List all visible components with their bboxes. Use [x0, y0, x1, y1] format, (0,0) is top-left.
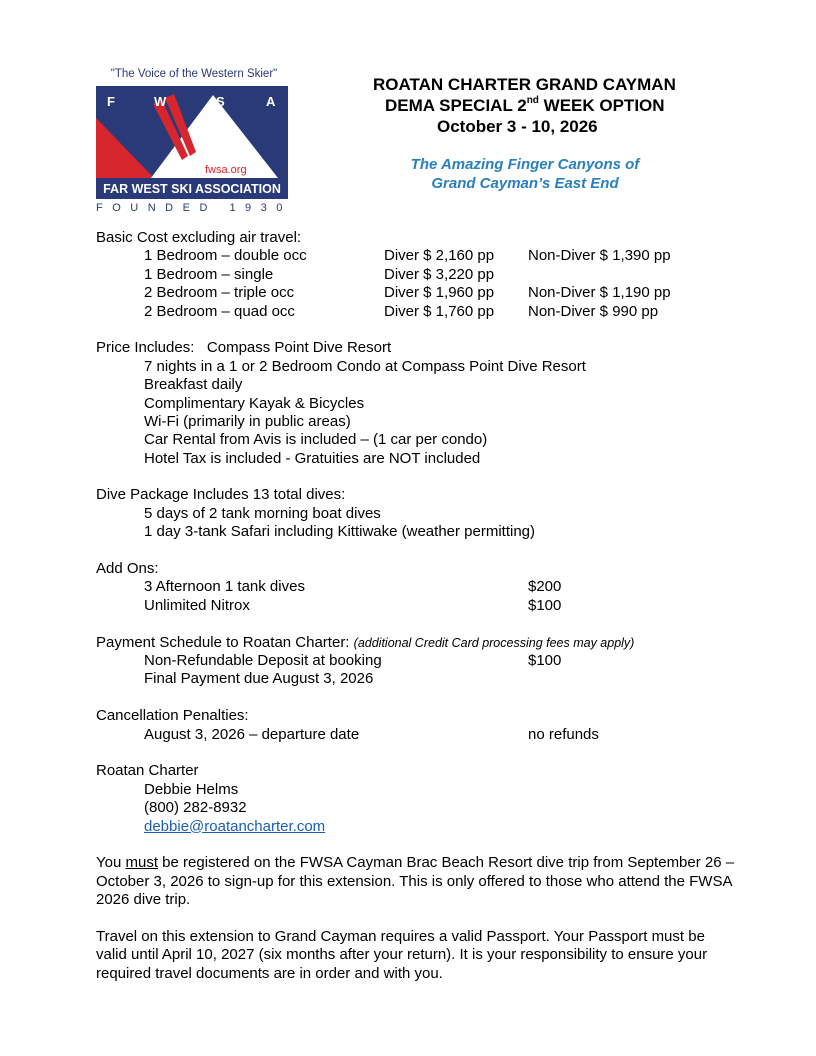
- cost-row-room: 1 Bedroom – double occ: [144, 247, 307, 265]
- title-line-1: ROATAN CHARTER GRAND CAYMAN: [373, 75, 676, 94]
- add-ons-label: Add Ons:: [96, 560, 159, 578]
- add-on-row: [96, 597, 736, 615]
- add-on-price: $200: [528, 578, 562, 596]
- dive-package-item: 1 day 3-tank Safari including Kittiwake (weather permitting): [144, 523, 536, 541]
- cost-row: [96, 303, 736, 321]
- logo-website: fwsa.org: [205, 164, 247, 176]
- cost-row-diver: Diver $ 3,220 pp: [384, 265, 495, 283]
- payment-header: [96, 634, 736, 652]
- payment-note: (additional Credit Card processing fees may apply): [353, 635, 635, 650]
- contact-email-link[interactable]: debbie@roatancharter.com: [144, 817, 326, 835]
- cost-row-room: 2 Bedroom – triple occ: [144, 284, 295, 302]
- price-includes-header: [96, 339, 736, 357]
- payment-row: [96, 652, 736, 670]
- cost-row: [96, 284, 736, 302]
- price-include-item: Complimentary Kayak & Bicycles: [144, 394, 365, 412]
- list-item: [96, 523, 736, 541]
- dive-package-label: Dive Package Includes 13 total dives:: [96, 486, 346, 504]
- price-include-item: Wi-Fi (primarily in public areas): [144, 412, 351, 430]
- title-line-2: [296, 95, 776, 116]
- cancellation-period: August 3, 2026 – departure date: [144, 725, 360, 743]
- payment-deposit-amount: $100: [528, 651, 562, 669]
- contact-company: Roatan Charter: [96, 762, 199, 780]
- registration-post: be registered on the FWSA Cayman Brac Beach Resort dive trip from September 26 – October 3, 2026 to sign-up for this extension. This is only offered to those who attend the FWSA 2026 dive trip.: [96, 854, 735, 909]
- add-on-price: $100: [528, 596, 562, 614]
- cost-row-room: 1 Bedroom – single: [144, 265, 274, 283]
- title-line-2-b: WEEK OPTION: [538, 96, 665, 115]
- list-item: [96, 413, 736, 431]
- price-includes-label: Price Includes:: [96, 339, 195, 357]
- price-include-item: Hotel Tax is included - Gratuities are NOT included: [144, 449, 481, 467]
- cost-row: [96, 266, 736, 284]
- document-title: [296, 74, 776, 137]
- fwsa-logo: [96, 68, 292, 218]
- payment-label: Payment Schedule to Roatan Charter:: [96, 633, 350, 651]
- logo-letter-s: S: [216, 94, 225, 109]
- price-include-item: Car Rental from Avis is included – (1 car per condo): [144, 431, 488, 449]
- cancellation-label: Cancellation Penalties:: [96, 707, 249, 725]
- payment-row: [96, 670, 736, 688]
- passport-text: Travel on this extension to Grand Cayman requires a valid Passport. Your Passport must be valid until April 10, 2027 (six months after your return). It is your responsibility to ensure your required travel documents are in order and with you.: [96, 927, 708, 982]
- cancellation-row: [96, 726, 736, 744]
- logo-letter-a: A: [266, 94, 276, 109]
- list-item: [96, 376, 736, 394]
- title-dates: October 3 - 10, 2026: [437, 117, 598, 136]
- document-body: [96, 229, 736, 983]
- price-includes-resort: Compass Point Dive Resort: [206, 339, 392, 357]
- cost-row-diver: Diver $ 1,960 pp: [384, 284, 495, 302]
- contact-row: [96, 781, 736, 799]
- contact-phone: (800) 282-8932: [144, 799, 247, 817]
- registration-emphasis: must: [125, 854, 158, 872]
- contact-name: Debbie Helms: [144, 780, 239, 798]
- subtitle: [360, 155, 690, 193]
- passport-paragraph: [96, 928, 736, 983]
- logo-flag-graphic: [96, 86, 288, 199]
- logo-association-name: FAR WEST SKI ASSOCIATION: [103, 182, 281, 196]
- price-include-item: 7 nights in a 1 or 2 Bedroom Condo at Compass Point Dive Resort: [144, 357, 586, 375]
- add-on-row: [96, 578, 736, 596]
- registration-paragraph: [96, 854, 736, 909]
- logo-letter-w: W: [154, 94, 167, 109]
- cost-row: [96, 247, 736, 265]
- cost-row-non-diver: Non-Diver $ 990 pp: [528, 302, 659, 320]
- cost-row-room: 2 Bedroom – quad occ: [144, 302, 295, 320]
- title-line-2-a: DEMA SPECIAL 2: [385, 96, 527, 115]
- cancellation-penalty: no refunds: [528, 725, 599, 743]
- logo-letter-f: F: [107, 94, 115, 109]
- basic-cost-label: Basic Cost excluding air travel:: [96, 229, 302, 246]
- cost-row-diver: Diver $ 2,160 pp: [384, 247, 495, 265]
- add-on-name: 3 Afternoon 1 tank dives: [144, 578, 305, 596]
- payment-final: Final Payment due August 3, 2026: [144, 670, 374, 688]
- registration-pre: You: [96, 854, 126, 872]
- logo-tagline: "The Voice of the Western Skier": [110, 68, 278, 80]
- payment-deposit: Non-Refundable Deposit at booking: [144, 651, 382, 669]
- list-item: [96, 450, 736, 468]
- dive-package-item: 5 days of 2 tank morning boat dives: [144, 504, 381, 522]
- logo-founded: FOUNDED 1930: [96, 202, 292, 214]
- list-item: [96, 358, 736, 376]
- cost-row-non-diver: Non-Diver $ 1,390 pp: [528, 247, 671, 265]
- contact-row: [96, 799, 736, 817]
- subtitle-line-1: The Amazing Finger Canyons of: [410, 156, 640, 173]
- contact-row: [96, 818, 736, 836]
- list-item: [96, 505, 736, 523]
- add-on-name: Unlimited Nitrox: [144, 596, 250, 614]
- list-item: [96, 395, 736, 413]
- title-line-2-sup: nd: [526, 95, 539, 107]
- subtitle-line-2: Grand Cayman’s East End: [431, 175, 619, 192]
- cost-row-non-diver: Non-Diver $ 1,190 pp: [528, 284, 671, 302]
- cost-row-diver: Diver $ 1,760 pp: [384, 302, 495, 320]
- list-item: [96, 431, 736, 449]
- price-include-item: Breakfast daily: [144, 376, 243, 394]
